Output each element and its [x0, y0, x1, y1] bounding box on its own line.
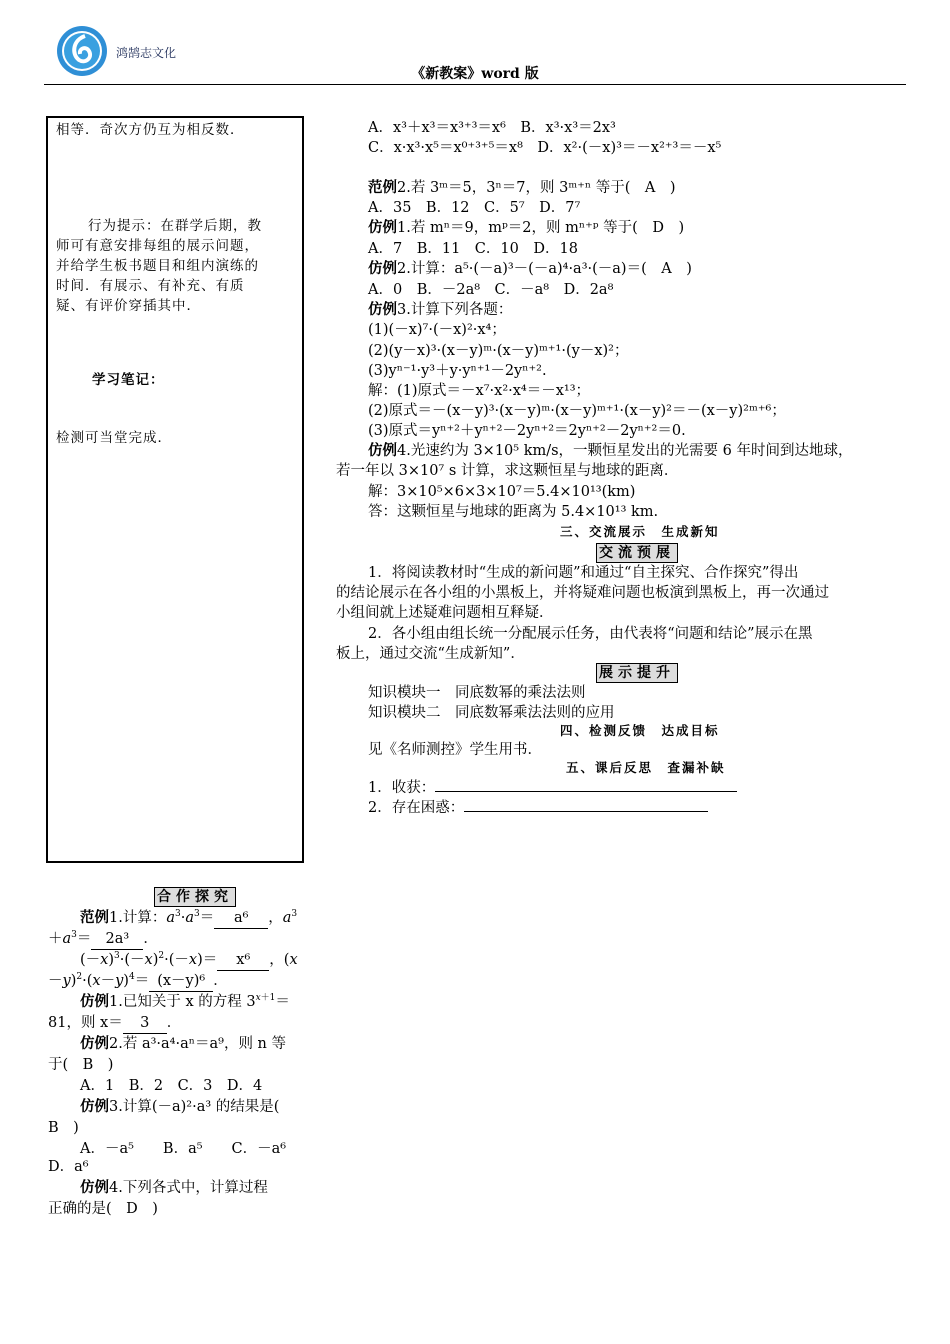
reflection-confusion: 2．存在困惑：: [368, 797, 708, 818]
task-1-line1: 1．将阅读教材时“生成的新问题”和通过“自主探究、合作探究”得出: [368, 565, 799, 581]
knowledge-module-2: 知识模块二 同底数幂乘法法则的应用: [368, 705, 615, 721]
section-4-heading: 四、检测反馈 达成目标: [560, 723, 720, 738]
behavior-hint: 行为提示：在群学后期，教 师可有意安排每组的展示问题， 并给学生板书题目和组内演练的 时间．有展示、有补充、有质 疑、有评价穿插其中．: [56, 218, 262, 314]
answer-2: (2)原式＝－(x－y)³·(x－y)ᵐ·(x－y)ᵐ⁺¹·(x－y)²＝－(x－y)²ᵐ⁺⁶；: [368, 403, 786, 419]
fill-answer-2: 2a³: [91, 929, 143, 950]
practice-4-answer: 答：这颗恒星与地球的距离为 5.4×10¹³ km.: [368, 504, 659, 520]
practice-3-options: A．－a⁵ B．a⁵ C．－a⁶: [80, 1141, 287, 1157]
reflection-gains: 1．收获：: [368, 777, 737, 798]
example-1-line4: $-y)^2\cdot(x-y)^4= (x-y)^6$ ．: [48, 971, 228, 992]
confusion-blank[interactable]: [464, 797, 708, 812]
answer-1: 解：(1)原式＝－x⁷·x²·x⁴＝－x¹³；: [368, 383, 591, 399]
task-1-line2: 的结论展示在各小组的小黑板上，并将疑难问题也板演到黑板上，再一次通过: [336, 585, 829, 601]
example-2: 范例2.若 3ᵐ＝5，3ⁿ＝7，则 3ᵐ⁺ⁿ 等于( A ): [368, 179, 676, 196]
practice-2-options: A．1 B．2 C．3 D．4: [80, 1078, 263, 1094]
practice-1: 仿例1.已知关于 x 的方程 $3^{x+1}=$: [80, 993, 290, 1010]
task-2-line2: 板上，通过交流“生成新知”．: [336, 646, 525, 662]
task-2-line1: 2．各小组由组长统一分配展示任务，由代表将“问题和结论”展示在黑: [368, 626, 813, 642]
practice-3-line2: B ): [48, 1120, 79, 1136]
sidebar-text-1: 相等．奇次方仍互为相反数．: [56, 122, 245, 138]
right-practice-2: 仿例2.计算：a⁵·(－a)³－(－a)⁴·a³·(－a)＝( A ): [368, 260, 692, 277]
fill-answer-4: (x－y)⁶: [149, 971, 213, 992]
section-label-zhanshi: 展示提升: [596, 662, 678, 683]
practice-1-line2: 81，则 x＝ 3 ．: [48, 1013, 181, 1034]
right-practice-4: 仿例4.光速约为 3×10⁵ km/s，一颗恒星发出的光需要 6 年时间到达地球，: [368, 442, 853, 459]
fill-answer-3: x⁶: [217, 950, 269, 971]
section-label-jiaoliu: 交流预展: [596, 542, 678, 563]
right-practice-4-line2: 若一年以 3×10⁷ s 计算，求这颗恒星与地球的距离．: [336, 463, 679, 479]
practice-2-line2: 于( B ): [48, 1057, 114, 1073]
knowledge-module-1: 知识模块一 同底数幂的乘法法则: [368, 685, 586, 701]
example-1-line2: $+a^3= 2a^3$ ．: [48, 929, 158, 950]
org-name: 鸿鹄志文化: [116, 46, 177, 60]
see-reference: 见《名师测控》学生用书．: [368, 742, 542, 758]
section-5-heading: 五、课后反思 查漏补缺: [566, 760, 726, 775]
document-title: 《新教案》word 版: [411, 66, 539, 82]
question-2: (2)(y－x)³·(x－y)ᵐ·(x－y)ᵐ⁺¹·(y－x)²；: [368, 343, 629, 359]
fill-answer-5: 3: [123, 1013, 167, 1034]
section-3-heading: 三、交流展示 生成新知: [560, 524, 720, 539]
question-3: (3)yⁿ⁻¹·y³＋y·yⁿ⁺¹－2yⁿ⁺².: [368, 363, 547, 379]
sidebar-text-3: 检测可当堂完成．: [56, 430, 172, 446]
example-1-line3: $(-x)^3\cdot(-x)^2\cdot(-x)= x^6$ ，(x: [80, 950, 298, 971]
gains-blank[interactable]: [435, 777, 737, 792]
options-line-1: A．x³＋x³＝x³⁺³＝x⁶ B．x³·x³＝2x³: [368, 120, 616, 136]
header-rule: [44, 84, 906, 85]
fill-answer-1: a⁶: [214, 908, 268, 929]
practice-4-solution: 解：3×10⁵×6×3×10⁷＝5.4×10¹³(km): [368, 484, 636, 500]
right-practice-1: 仿例1.若 mⁿ＝9，mᵖ＝2，则 mⁿ⁺ᵖ 等于( D ): [368, 219, 685, 236]
question-1: (1)(－x)⁷·(－x)²·x⁴；: [368, 322, 506, 338]
practice-4: 仿例4.下列各式中，计算过程: [80, 1179, 268, 1196]
study-notes-label: 学习笔记：: [92, 372, 165, 388]
example-1: 范例1.计算：$a^3\cdot a^3= a^6$ ，$a^3$: [80, 908, 297, 929]
options-line-2: C．x·x³·x⁵＝x⁰⁺³⁺⁵＝x⁸ D．x²·(－x)³＝－x²⁺³＝－x⁵: [368, 140, 722, 156]
right-practice-2-options: A．0 B．－2a⁸ C．－a⁸ D．2a⁸: [368, 282, 614, 298]
practice-2: 仿例2.若 a³·a⁴·aⁿ＝a⁹，则 n 等: [80, 1035, 287, 1052]
practice-3: 仿例3.计算(－a)²·a³ 的结果是(: [80, 1098, 280, 1115]
right-practice-1-options: A．7 B．11 C．10 D．18: [368, 241, 578, 257]
task-1-line3: 小组间就上述疑难问题相互释疑．: [336, 605, 554, 621]
section-label-hezuo: 合作探究: [154, 886, 236, 907]
answer-3: (3)原式＝yⁿ⁺²＋yⁿ⁺²－2yⁿ⁺²＝2yⁿ⁺²－2yⁿ⁺²＝0.: [368, 423, 686, 439]
example-2-options: A．35 B．12 C．5⁷ D．7⁷: [368, 200, 581, 216]
practice-4-line2: 正确的是( D ): [48, 1201, 158, 1217]
practice-3-options-2: D．a⁶: [48, 1159, 89, 1175]
right-practice-3: 仿例3.计算下列各题：: [368, 301, 513, 318]
